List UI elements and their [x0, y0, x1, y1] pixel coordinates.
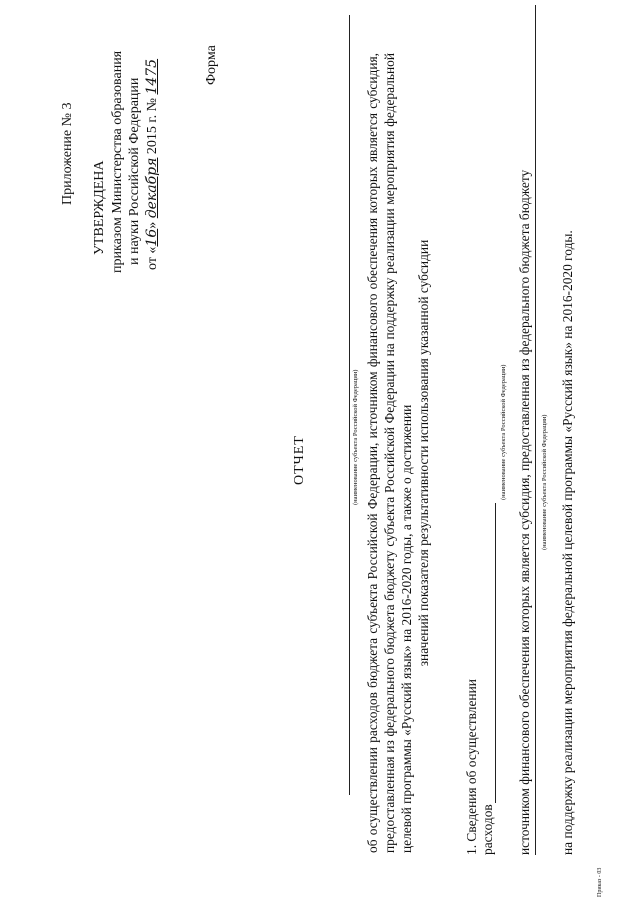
date-month: декабря [144, 157, 160, 219]
approval-date-line: от «16» декабря 2015 г. № 1475 [144, 58, 160, 270]
appendix-label: Приложение № 3 [60, 102, 75, 205]
section1-program-line: на поддержку реализации мероприятия федеральной целевой программы «Русский язык» на 2016-2020 годы. [560, 230, 575, 855]
approval-line-1: приказом Министерства образования [110, 50, 125, 273]
section1-funding-line: источником финансового обеспечения которых является субсидия, предоставленная из федерального бюджета бюджету [517, 169, 532, 855]
report-title: ОТЧЕТ [292, 435, 307, 485]
footer-code: Приказ - 03 [597, 867, 603, 897]
section1-expenses-label: расходов [480, 804, 495, 855]
date-day: 16 [144, 228, 160, 247]
section1-heading: 1. Сведения об осуществлении [464, 679, 479, 855]
section1-budget-line [535, 5, 536, 855]
order-number: 1475 [144, 58, 160, 95]
form-label: Форма [204, 45, 219, 85]
section1-subject-caption: (наименование субъекта Российской Федерации) [500, 364, 507, 500]
report-description: об осуществлении расходов бюджета субъекта Российской Федерации, источником финансового обеспечения которых является субсидия, предоставленная из федерального бюджета бюджету субъекта Российской Федерации на поддержку реализации мероприятия федеральной целевой программы «Русский язык» на 2016-2020 годы, а также о достижении значений показателя результативности использования указанной субсидии [365, 53, 431, 853]
subject-name-line [349, 15, 350, 795]
approval-line-2: и науки Российской Федерации [127, 77, 142, 265]
subject-caption: (наименование субъекта Российской Федерации) [352, 369, 359, 505]
approved-label: УТВЕРЖДЕНА [92, 160, 107, 255]
section1-subject-line [495, 503, 496, 803]
section1-budget-caption: (наименование субъекта Российской Федерации) [541, 414, 548, 550]
